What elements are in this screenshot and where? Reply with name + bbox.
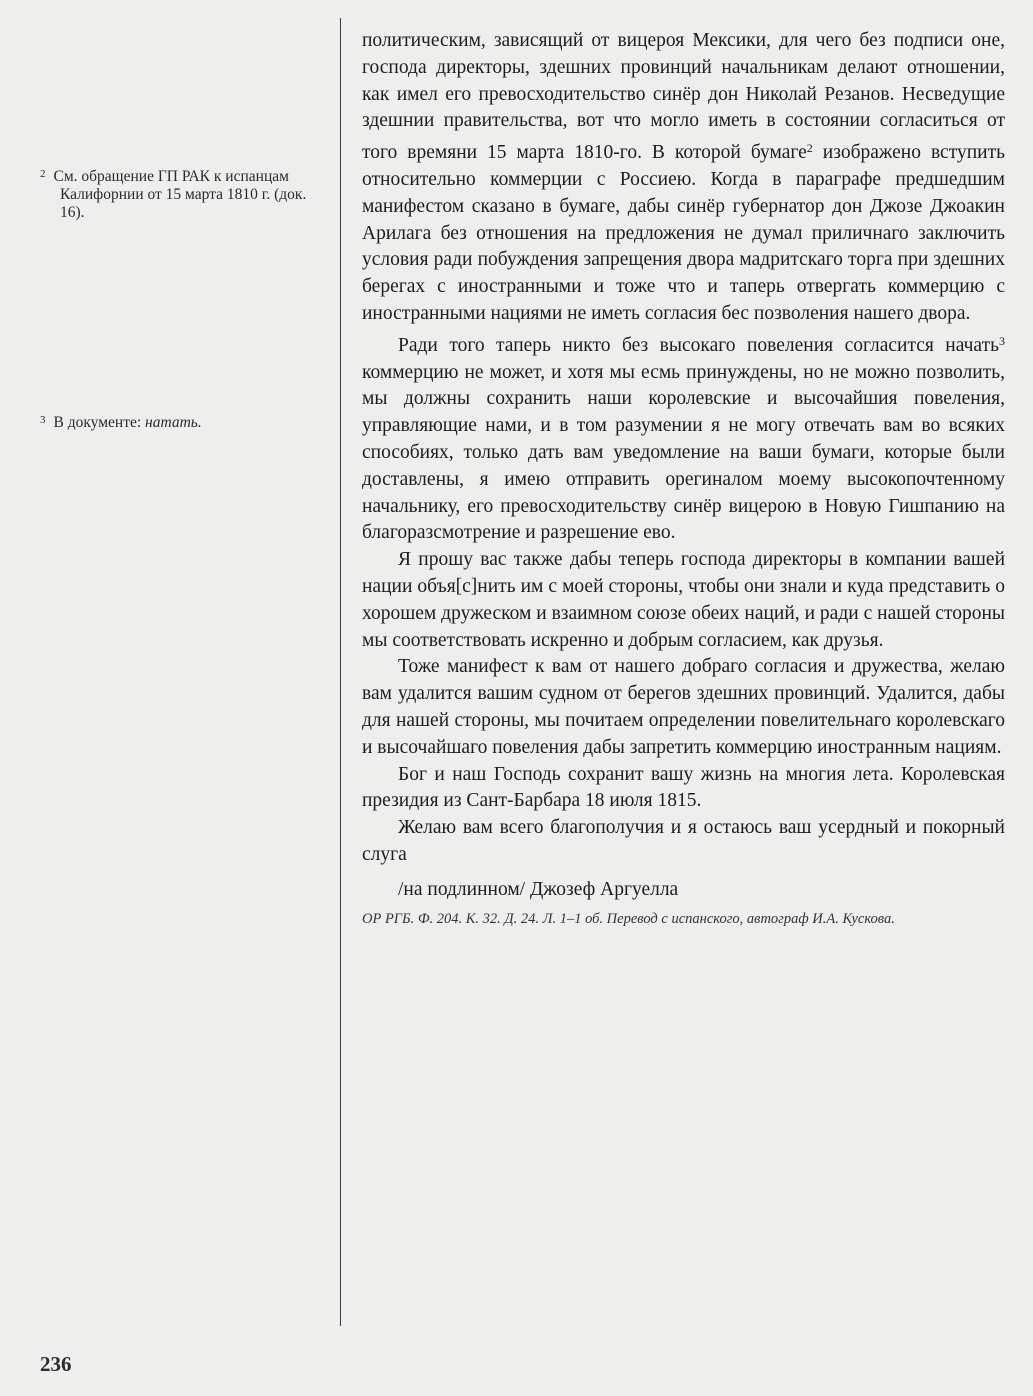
footnote-italic-word: натать.	[145, 414, 202, 431]
paragraph-text: изображено вступить относительно коммерции с Россиею. Когда в параграфе предшедшим манифестом сказано в бумаге, дабы синёр губернатор дон Джозе Джоакин Арилага без отношения на предложения не думал приличнаго заключить условия ради побуждения запрещения двора мадритскаго торга при здешних берегах с иностранными и тоже что и таперь отвергать коммерцию с иностранными нациями не иметь согласия бес позволения нашего двора.	[362, 142, 1005, 324]
paragraph-text: политическим, зависящий от вицероя Мексики, для чего без подписи оне, господа директоры, здешних провинций начальникам делают отношении, как имел его превосходительство синёр дон Николай Резанов. Несведущие здешнии правительства, вот что могло иметь в состоянии согласиться от того времяни 15 марта 1810-го. В которой бумаге	[362, 30, 1005, 164]
document-body	[362, 28, 1005, 929]
signature: /на подлинном/ Джозеф Аргуелла	[398, 878, 679, 900]
footnote-mark: 2	[40, 168, 46, 180]
paragraph-text: Ради того таперь никто без высокаго повеления согласится начать	[398, 334, 999, 356]
archival-source: ОР РГБ. Ф. 204. К. 32. Д. 24. Л. 1–1 об. Перевод с испанского, автограф И.А. Кускова.	[362, 910, 895, 927]
paragraph-6: Желаю вам всего благополучия и я остаюсь ваш усердный и покорный слуга	[362, 817, 1005, 865]
footnote-text: См. обращение ГП РАК к испанцам Калифорнии от 15 марта 1810 г. (док. 16).	[53, 168, 307, 221]
paragraph-5: Бог и наш Господь сохранит вашу жизнь на многия лета. Королевская президия из Сант-Барбара 18 июля 1815.	[362, 763, 1005, 812]
paragraph-4: Тоже манифест к вам от нашего добраго согласия и дружества, желаю вам удалится вашим судном от берегов здешних провинций. Удалится, дабы для нашей стороны, мы почитаем определении повелительнаго королевскаго и высочайшаго повеления дабы запретить коммерцию иностранным нациям.	[362, 656, 1005, 758]
page-number: 236	[40, 1352, 72, 1376]
paragraph-2	[362, 328, 1005, 547]
footnote-ref: 2	[806, 141, 813, 156]
footnote-3	[40, 411, 322, 432]
footnote-ref: 3	[999, 333, 1005, 348]
column-divider	[340, 18, 341, 1326]
paragraph-1	[362, 28, 1005, 328]
paragraph-text: коммерцию не может, и хотя мы есмь принуждены, но не можно позволить, мы должны сохранить наши королевские и высочайшия повеления, управляющие нами, и в том разумении я не могу отвечать вам во всяких способиях, только дать вам уведомление на ваши бумаги, которые были доставлены, я имею отправить орегиналом моему высокопочтенному начальнику, его превосходительству синёр вицерою в Новую Гишпанию на благоразсмотрение и разрешение ево.	[362, 361, 1005, 544]
footnote-mark: 3	[40, 414, 46, 426]
footnote-text: В документе:	[53, 414, 146, 431]
footnote-2	[40, 165, 322, 222]
paragraph-3: Я прошу вас также дабы теперь господа директоры в компании вашей нации объя[с]нить им с моей стороны, чтобы они знали и куда представить о хорошем дружеском и взаимном союзе обеих наций, и ради с нашей стороны мы соответствовать искренно и добрым согласием, как друзья.	[362, 549, 1005, 651]
